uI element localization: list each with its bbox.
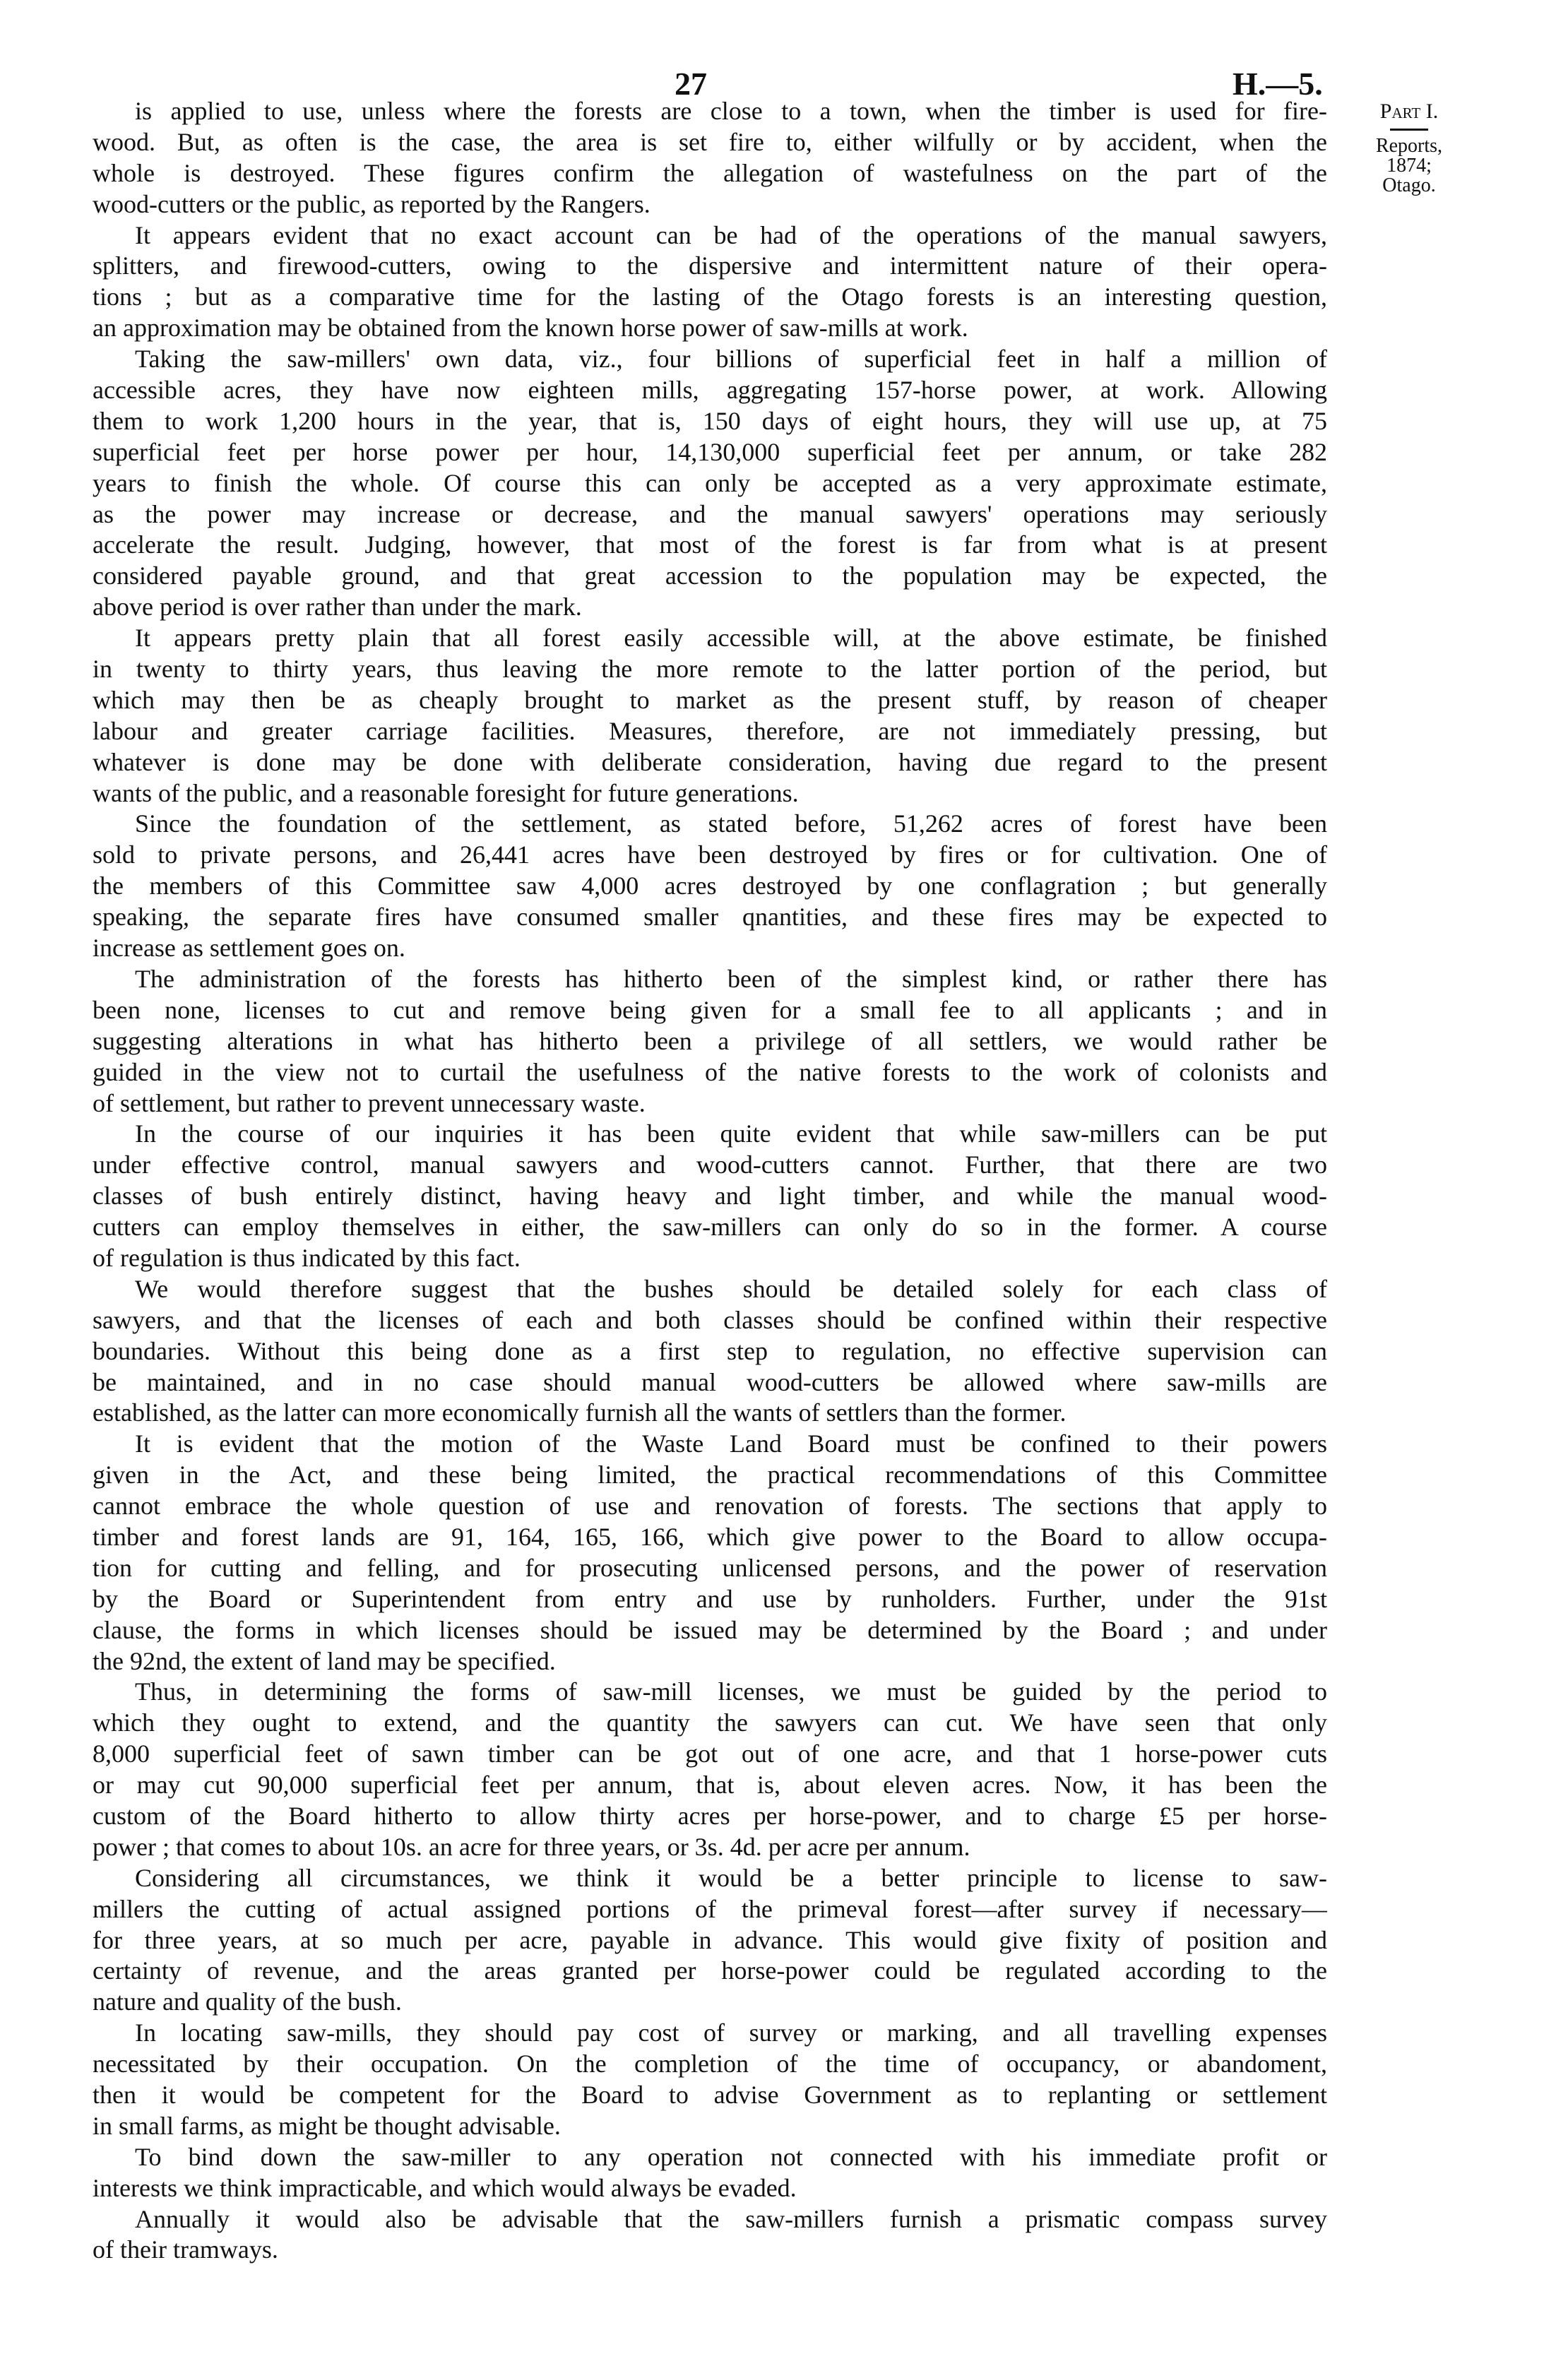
text-line: wood-cutters or the public, as reported by the Rangers.: [93, 189, 651, 218]
text-line: the members of this Committee saw 4,000 acres destroyed by one conflagration ; but generally: [93, 872, 1327, 900]
text-line: sold to private persons, and 26,441 acres have been destroyed by fires or for cultivation. One of: [93, 840, 1327, 869]
paragraph: [93, 96, 1327, 220]
text-line: or may cut 90,000 superficial feet per annum, that is, about eleven acres. Now, it has been the: [93, 1771, 1327, 1800]
text-line: above period is over rather than under the mark.: [93, 593, 582, 622]
text-line: In locating saw-mills, they should pay cost of survey or marking, and all travelling expenses: [135, 2018, 1327, 2047]
paragraph: [93, 2142, 1327, 2204]
text-line: sawyers, and that the licenses of each and both classes should be confined within their respective: [93, 1305, 1327, 1334]
margin-part: Part I.: [1379, 100, 1439, 123]
text-line: clause, the forms in which licenses should be issued may be determined by the Board ; and under: [93, 1615, 1327, 1644]
text-line: speaking, the separate fires have consumed smaller qnantities, and these fires may be expected to: [93, 903, 1327, 932]
paragraph: [93, 344, 1327, 623]
text-line: of regulation is thus indicated by this fact.: [93, 1243, 521, 1272]
text-line: cannot embrace the whole question of use and renovation of forests. The sections that apply to: [93, 1492, 1327, 1521]
text-line: tions ; but as a comparative time for the lasting of the Otago forests is an interesting question,: [93, 283, 1327, 311]
text-line: wants of the public, and a reasonable foresight for future generations.: [93, 778, 799, 807]
text-line: necessitated by their occupation. On the completion of the time of occupancy, or abandoment,: [93, 2050, 1327, 2078]
text-line: splitters, and firewood-cutters, owing to the dispersive and intermittent nature of their opera-: [93, 251, 1327, 280]
text-line: wood. But, as often is the case, the area is set fire to, either wilfully or by accident, when the: [93, 127, 1327, 156]
text-line: Since the foundation of the settlement, as stated before, 51,262 acres of forest have been: [135, 809, 1327, 838]
paragraph: [93, 623, 1327, 809]
paragraph: [93, 1429, 1327, 1677]
text-line: of their tramways.: [93, 2235, 278, 2264]
body-text: [93, 96, 1327, 2266]
text-line: It appears evident that no exact account can be had of the operations of the manual sawyers,: [135, 220, 1327, 249]
text-line: It appears pretty plain that all forest easily accessible will, at the above estimate, be finished: [135, 624, 1327, 653]
paragraph: [93, 2018, 1327, 2142]
text-line: given in the Act, and these being limited, the practical recommendations of this Committee: [93, 1461, 1327, 1489]
text-line: certainty of revenue, and the areas granted per horse-power could be regulated according to the: [93, 1956, 1327, 1985]
text-line: which they ought to extend, and the quantity the sawyers can cut. We have seen that only: [93, 1708, 1327, 1737]
paragraph: [93, 1863, 1327, 2018]
text-line: accelerate the result. Judging, however, that most of the forest is far from what is at present: [93, 530, 1327, 559]
text-line: which may then be as cheaply brought to market as the present stuff, by reason of cheaper: [93, 685, 1327, 714]
text-line: established, as the latter can more economically furnish all the wants of settlers than the former.: [93, 1398, 1067, 1427]
text-line: accessible acres, they have now eighteen mills, aggregating 157-horse power, at work. Allowing: [93, 376, 1327, 405]
text-line: superficial feet per horse power per hour, 14,130,000 superficial feet per annum, or take 282: [93, 437, 1327, 466]
text-line: the 92nd, the extent of land may be specified.: [93, 1646, 556, 1675]
paragraph: [93, 220, 1327, 345]
text-line: for three years, at so much per acre, payable in advance. This would give fixity of position and: [93, 1925, 1327, 1954]
text-line: nature and quality of the bush.: [93, 1987, 402, 2016]
paragraph: [93, 1274, 1327, 1429]
text-line: millers the cutting of actual assigned portions of the primeval forest—after survey if necessary—: [93, 1894, 1327, 1923]
text-line: is applied to use, unless where the forests are close to a town, when the timber is used for fire-: [135, 97, 1327, 125]
text-line: whole is destroyed. These figures confirm the allegation of wastefulness on the part of the: [93, 158, 1327, 187]
paragraph: [93, 964, 1327, 1119]
text-line: cutters can employ themselves in either, the saw-millers can only do so in the former. A course: [93, 1213, 1327, 1242]
margin-reports: Reports, 1874;: [1375, 135, 1443, 177]
paragraph: [93, 1677, 1327, 1862]
text-line: classes of bush entirely distinct, having heavy and light timber, and while the manual wood-: [93, 1182, 1327, 1211]
text-line: of settlement, but rather to prevent unnecessary waste.: [93, 1088, 646, 1117]
paragraph: [93, 1119, 1327, 1273]
text-line: power ; that comes to about 10s. an acre for three years, or 3s. 4d. per acre per annum.: [93, 1832, 970, 1861]
text-line: guided in the view not to curtail the usefulness of the native forests to the work of colonists and: [93, 1057, 1327, 1086]
text-line: considered payable ground, and that great accession to the population may be expected, the: [93, 561, 1327, 590]
text-line: To bind down the saw-miller to any operation not connected with his immediate profit or: [135, 2142, 1327, 2171]
text-line: under effective control, manual sawyers and wood-cutters cannot. Further, that there are two: [93, 1150, 1327, 1179]
margin-divider: [1390, 129, 1428, 131]
text-line: The administration of the forests has hitherto been of the simplest kind, or rather there has: [135, 964, 1327, 993]
text-line: interests we think impracticable, and which would always be evaded.: [93, 2173, 797, 2202]
text-line: Thus, in determining the forms of saw-mill licenses, we must be guided by the period to: [135, 1677, 1327, 1706]
text-line: boundaries. Without this being done as a first step to regulation, no effective supervision can: [93, 1336, 1327, 1365]
text-line: In the course of our inquiries it has been quite evident that while saw-millers can be put: [135, 1119, 1327, 1148]
text-line: in twenty to thirty years, thus leaving the more remote to the latter portion of the period, but: [93, 655, 1327, 684]
text-line: in small farms, as might be thought advisable.: [93, 2111, 561, 2140]
text-line: whatever is done may be done with deliberate consideration, having due regard to the present: [93, 747, 1327, 776]
margin-note: [1353, 96, 1466, 196]
text-line: as the power may increase or decrease, and the manual sawyers' operations may seriously: [93, 499, 1327, 528]
paragraph: [93, 809, 1327, 963]
text-line: custom of the Board hitherto to allow thirty acres per horse-power, and to charge £5 per horse-: [93, 1801, 1327, 1830]
paragraph: [93, 2204, 1327, 2266]
text-line: Annually it would also be advisable that the saw-millers furnish a prismatic compass survey: [135, 2204, 1327, 2233]
text-line: then it would be competent for the Board to advise Government as to replanting or settlement: [93, 2081, 1327, 2109]
text-line: It is evident that the motion of the Waste Land Board must be confined to their powers: [135, 1429, 1327, 1458]
text-line: suggesting alterations in what has hitherto been a privilege of all settlers, we would rather be: [93, 1026, 1327, 1055]
text-line: We would therefore suggest that the bushes should be detailed solely for each class of: [135, 1274, 1327, 1303]
text-line: timber and forest lands are 91, 164, 165, 166, which give power to the Board to allow occupa-: [93, 1522, 1327, 1551]
page-number: 27: [675, 66, 707, 102]
text-line: Considering all circumstances, we think it would be a better principle to license to saw-: [135, 1863, 1327, 1892]
text-line: tion for cutting and felling, and for prosecuting unlicensed persons, and the power of reservation: [93, 1553, 1327, 1582]
text-line: increase as settlement goes on.: [93, 934, 405, 963]
text-line: been none, licenses to cut and remove being given for a small fee to all applicants ; and in: [93, 995, 1327, 1024]
text-line: by the Board or Superintendent from entry and use by runholders. Further, under the 91st: [93, 1584, 1327, 1613]
text-line: them to work 1,200 hours in the year, that is, 150 days of eight hours, they will use up, at 75: [93, 406, 1327, 435]
document-reference: H.—5.: [1233, 66, 1323, 102]
text-line: years to finish the whole. Of course this can only be accepted as a very approximate estimate,: [93, 468, 1327, 497]
text-line: Taking the saw-millers' own data, viz., four billions of superficial feet in half a million of: [135, 345, 1327, 374]
margin-region: Otago.: [1382, 174, 1436, 196]
text-line: 8,000 superficial feet of sawn timber can be got out of one acre, and that 1 horse-power cuts: [93, 1739, 1327, 1768]
text-line: an approximation may be obtained from the known horse power of saw-mills at work.: [93, 314, 968, 343]
text-line: labour and greater carriage facilities. Measures, therefore, are not immediately pressing, but: [93, 716, 1327, 745]
text-line: be maintained, and in no case should manual wood-cutters be allowed where saw-mills are: [93, 1367, 1327, 1396]
